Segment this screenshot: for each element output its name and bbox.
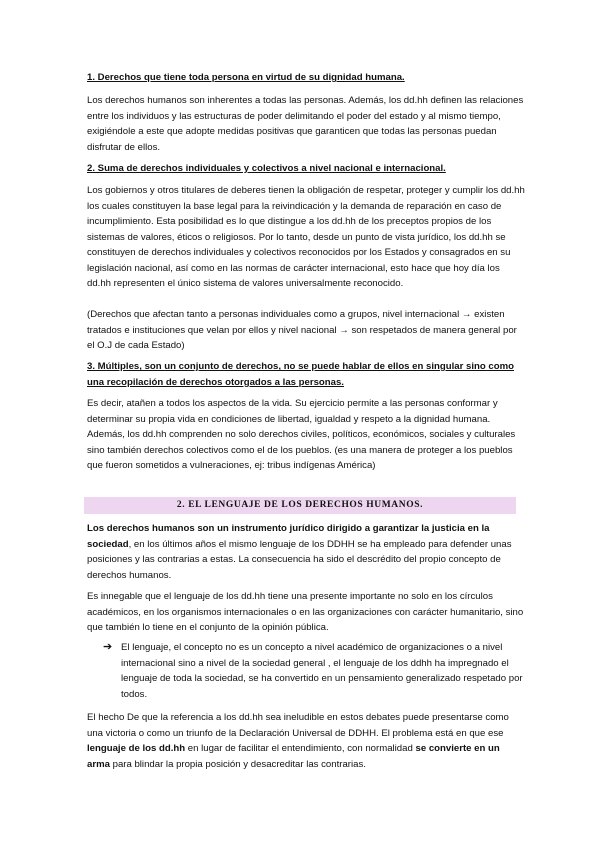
bullet-item: El lenguaje, el concepto no es un concepto a nivel académico de organizaciones o a nivel internacional sino a nivel de la sociedad general , el lenguaje de los ddhh ha impregnado el lenguaje de toda la sociedad, se ha convertido en un pensamiento generalizado respetado por todos. bbox=[121, 642, 523, 700]
bold-phrase: lenguaje de los dd.hh bbox=[87, 743, 186, 754]
paragraph-text: , en los últimos años el mismo lenguaje de los DDHH se ha empleado para defender unas posiciones y las contrarias a estas. La consecuencia ha sido el descrédito del propio concepto de derechos humanos. bbox=[87, 538, 512, 581]
paragraph-text: para blindar la propia posición y desacreditar las contrarias. bbox=[109, 758, 366, 770]
section-3-title: 3. Múltiples, son un conjunto de derechos, no se puede hablar de ellos en singular sino como una recopilación de derechos otorgados a las personas. bbox=[87, 361, 514, 388]
section-2-title: 2. Suma de derechos individuales y colectivos a nivel nacional e internacional. bbox=[87, 163, 446, 174]
section-1-paragraph: Los derechos humanos son inherentes a todas las personas. Además, los dd.hh definen las relaciones entre los individuos y las estructuras de poder delimitando el poder del estado y al mismo tiempo, exigiéndole a este que adopte medidas positivas que garanticen que todas las personas puedan disfrutar de ellos. bbox=[87, 95, 524, 153]
language-paragraph-2: Es innegable que el lenguaje de los dd.hh tiene una presente importante no solo en los círculos académicos, en los organismos internacionales o en las organizaciones con carácter humanitario, sino que también lo tiene en el conjunto de la opinión pública. bbox=[87, 591, 524, 633]
paragraph-text: El hecho De que la referencia a los dd.hh sea ineludible en estos debates puede presentarse como una victoria o como un triunfo de la Declaración Universal de DDHH. El problema está en que ese bbox=[87, 712, 509, 739]
section-1-title: 1. Derechos que tiene toda persona en virtud de su dignidad humana. bbox=[87, 72, 405, 83]
section-2-paragraph: Los gobiernos y otros titulares de deberes tienen la obligación de respetar, proteger y cumplir los dd.hh los cuales constituyen la base legal para la reivindicación y la demanda de reparación en caso de incumplimiento. Esta posibilidad es lo que distingue a los dd.hh de los preceptos propios de los sistemas de valores, éticos o religiosos. Por lo tanto, desde un punto de vista jurídico, los dd.hh se constituyen de derechos individuales y colectivos reconocidos por los Estados y consagrados en su legislación nacional, así como en las normas de carácter internacional, esto hace que hoy día los dd.hh representen el único sistema de valores universalmente reconocido. bbox=[87, 185, 525, 289]
bold-phrase: se convierte en un arma bbox=[87, 743, 500, 770]
paragraph-text: en lugar de facilitar el entendimiento, con normalidad bbox=[185, 743, 416, 754]
section-2-note: (Derechos que afectan tanto a personas individuales como a grupos, nivel internacional → existen tratados e instituciones que velan por ellos y nivel nacional → son respetados de manera general por el O.J de cada Estado) bbox=[87, 309, 517, 351]
arrow-bullet-icon: ➔ bbox=[103, 641, 113, 653]
language-paragraph-3 bbox=[87, 710, 525, 772]
bold-phrase: Los derechos humanos son un instrumento jurídico dirigido a garantizar la justicia en la sociedad bbox=[87, 523, 490, 550]
section-3-paragraph: Es decir, atañen a todos los aspectos de la vida. Su ejercicio permite a las personas conformar y determinar su propia vida en condiciones de libertad, igualdad y respeto a la dignidad humana. Además, los dd.hh comprenden no solo derechos civiles, políticos, económicos, sociales y culturales sino también derechos colectivos como el de los pueblos. (es una manera de proteger a los pueblos que fueron sometidos a vulneraciones, ej: tribus indígenas América) bbox=[87, 398, 516, 471]
language-paragraph-1 bbox=[87, 521, 525, 583]
chapter-heading-banner: 2. EL LENGUAJE DE LOS DERECHOS HUMANOS. bbox=[84, 497, 516, 514]
